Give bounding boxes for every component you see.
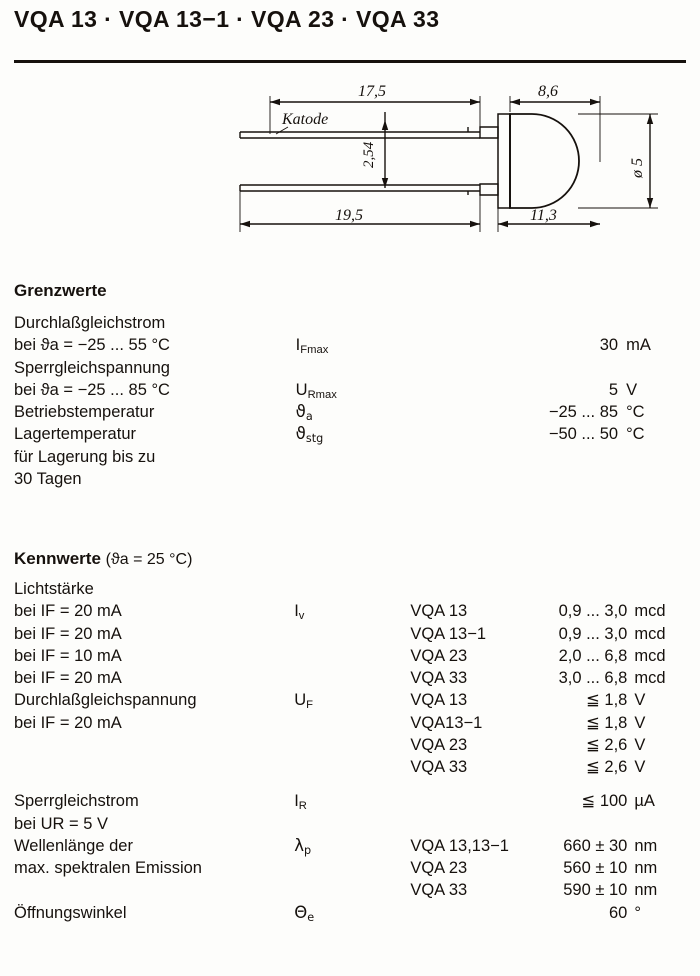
chars-unit: mcd bbox=[634, 646, 666, 665]
limits-unit: mA bbox=[626, 336, 651, 355]
chars-unit: V bbox=[634, 713, 646, 732]
chars-type: VQA 13−1 bbox=[410, 624, 487, 643]
chars-label: Öffnungswinkel bbox=[14, 903, 127, 922]
table-spacer bbox=[14, 778, 686, 790]
section-heading-characteristics bbox=[14, 549, 192, 569]
limits-condition: bei ϑa = −25 ... 85 °C bbox=[14, 380, 170, 399]
table-row bbox=[14, 857, 686, 879]
chars-unit: nm bbox=[634, 836, 658, 855]
chars-unit: V bbox=[634, 758, 646, 777]
chars-condition: bei IF = 20 mA bbox=[14, 624, 122, 643]
chars-type: VQA 23 bbox=[410, 735, 468, 754]
chars-label: Durchlaßgleichspannung bbox=[14, 691, 197, 710]
chars-type: VQA 13 bbox=[410, 691, 468, 710]
table-row bbox=[14, 379, 686, 401]
svg-text:17,5: 17,5 bbox=[358, 83, 386, 100]
table-row bbox=[14, 468, 686, 490]
chars-type: VQA 13 bbox=[410, 602, 468, 621]
chars-type bbox=[410, 790, 537, 812]
limits-value: 30 bbox=[599, 336, 619, 355]
limits-label: Sperrgleichspannung bbox=[14, 358, 170, 377]
chars-type: VQA 23 bbox=[410, 859, 468, 878]
chars-unit: mcd bbox=[634, 624, 666, 643]
table-row bbox=[14, 756, 686, 778]
table-row bbox=[14, 813, 686, 835]
chars-unit: V bbox=[634, 735, 646, 754]
chars-unit: mcd bbox=[634, 602, 666, 621]
chars-symbol: $I_v$ bbox=[294, 602, 305, 623]
chars-condition: max. spektralen Emission bbox=[14, 859, 202, 878]
svg-text:19,5: 19,5 bbox=[335, 207, 363, 224]
chars-symbol: $I_R$ bbox=[294, 792, 307, 813]
limits-label: Lagertemperatur bbox=[14, 425, 136, 444]
chars-unit: mcd bbox=[634, 669, 666, 688]
svg-text:2,54: 2,54 bbox=[361, 141, 377, 168]
chars-condition: bei IF = 20 mA bbox=[14, 713, 122, 732]
table-row bbox=[14, 578, 686, 600]
chars-symbol: $\Theta_e$ bbox=[294, 902, 315, 924]
chars-unit: µA bbox=[634, 792, 655, 811]
table-row bbox=[14, 600, 686, 622]
limits-condition: für Lagerung bis zu bbox=[14, 447, 156, 466]
led-outline-drawing bbox=[180, 72, 685, 257]
limits-unit: °C bbox=[626, 403, 645, 422]
svg-text:11,3: 11,3 bbox=[530, 207, 557, 224]
chars-unit: nm bbox=[634, 859, 658, 878]
chars-value: 0,9 ... 3,0 bbox=[558, 602, 628, 621]
svg-text:8,6: 8,6 bbox=[538, 83, 558, 100]
chars-symbol: $\lambda_p$ bbox=[294, 835, 312, 857]
chars-condition: bei IF = 20 mA bbox=[14, 602, 122, 621]
chars-value: ≦ 1,8 bbox=[586, 691, 628, 710]
limits-label: Durchlaßgleichstrom bbox=[14, 314, 166, 332]
chars-type: VQA 33 bbox=[410, 881, 468, 900]
table-row bbox=[14, 712, 686, 734]
limits-condition-extra: 30 Tagen bbox=[14, 469, 82, 488]
table-row bbox=[14, 357, 686, 379]
chars-type: VQA 33 bbox=[410, 669, 468, 688]
chars-value: ≦ 2,6 bbox=[586, 735, 628, 754]
characteristics-table bbox=[14, 578, 686, 924]
chars-label: Lichtstärke bbox=[14, 580, 94, 598]
limits-value: −25 ... 85 bbox=[548, 403, 619, 422]
limits-label: Betriebstemperatur bbox=[14, 403, 155, 422]
table-row bbox=[14, 879, 686, 901]
limits-value: −50 ... 50 bbox=[548, 425, 619, 444]
chars-value: ≦ 2,6 bbox=[586, 758, 628, 777]
chars-unit: V bbox=[634, 691, 646, 710]
characteristics-heading-text: Kennwerte bbox=[14, 549, 101, 568]
svg-text:ø 5: ø 5 bbox=[629, 158, 646, 178]
chars-type: VQA 13,13−1 bbox=[410, 836, 509, 855]
chars-value: 3,0 ... 6,8 bbox=[558, 669, 628, 688]
chars-type: VQA 23 bbox=[410, 646, 468, 665]
limits-symbol: $U_{Rmax}$ bbox=[295, 380, 337, 401]
chars-type: VQA13−1 bbox=[410, 713, 483, 732]
table-row bbox=[14, 835, 686, 857]
table-row bbox=[14, 667, 686, 689]
chars-label: Wellenlänge der bbox=[14, 836, 133, 855]
table-row bbox=[14, 401, 686, 423]
chars-value: 590 ± 10 bbox=[563, 881, 628, 900]
chars-value: ≦ 100 bbox=[581, 792, 628, 811]
limits-symbol: $ϑ_a$ bbox=[295, 402, 313, 424]
chars-unit: nm bbox=[634, 881, 658, 900]
chars-condition: bei IF = 20 mA bbox=[14, 669, 122, 688]
table-row bbox=[14, 734, 686, 756]
chars-label: Sperrgleichstrom bbox=[14, 792, 139, 811]
chars-type: VQA 33 bbox=[410, 758, 468, 777]
limits-condition: bei ϑa = −25 ... 55 °C bbox=[14, 336, 170, 355]
svg-text:Katode: Katode bbox=[282, 111, 329, 128]
section-heading-limits: Grenzwerte bbox=[14, 281, 107, 300]
table-row bbox=[14, 446, 686, 468]
table-row bbox=[14, 423, 686, 445]
limits-unit: °C bbox=[626, 425, 645, 444]
chars-value: 660 ± 30 bbox=[563, 836, 628, 855]
page-title: VQA 13 · VQA 13−1 · VQA 23 · VQA 33 bbox=[14, 6, 440, 32]
chars-value: ≦ 1,8 bbox=[586, 713, 628, 732]
limits-table bbox=[14, 312, 686, 490]
table-row bbox=[14, 623, 686, 645]
table-row bbox=[14, 645, 686, 667]
table-row bbox=[14, 312, 686, 334]
chars-value: 0,9 ... 3,0 bbox=[558, 624, 628, 643]
table-row bbox=[14, 790, 686, 812]
limits-unit: V bbox=[626, 380, 638, 399]
limits-value: 5 bbox=[608, 380, 619, 399]
table-row bbox=[14, 334, 686, 356]
chars-type bbox=[410, 902, 537, 924]
table-row bbox=[14, 902, 686, 924]
table-row bbox=[14, 689, 686, 711]
title-divider bbox=[14, 60, 686, 63]
chars-symbol: $U_F$ bbox=[294, 691, 313, 712]
chars-value: 2,0 ... 6,8 bbox=[558, 646, 628, 665]
chars-condition: bei UR = 5 V bbox=[14, 814, 109, 833]
limits-symbol: $I_{Fmax}$ bbox=[295, 336, 329, 357]
chars-condition: bei IF = 10 mA bbox=[14, 646, 122, 665]
chars-value: 560 ± 10 bbox=[563, 859, 628, 878]
chars-unit: ° bbox=[634, 903, 641, 922]
limits-symbol: $ϑ_{stg}$ bbox=[295, 424, 324, 446]
characteristics-heading-note: (ϑa = 25 °C) bbox=[105, 551, 193, 568]
chars-value: 60 bbox=[609, 903, 628, 922]
